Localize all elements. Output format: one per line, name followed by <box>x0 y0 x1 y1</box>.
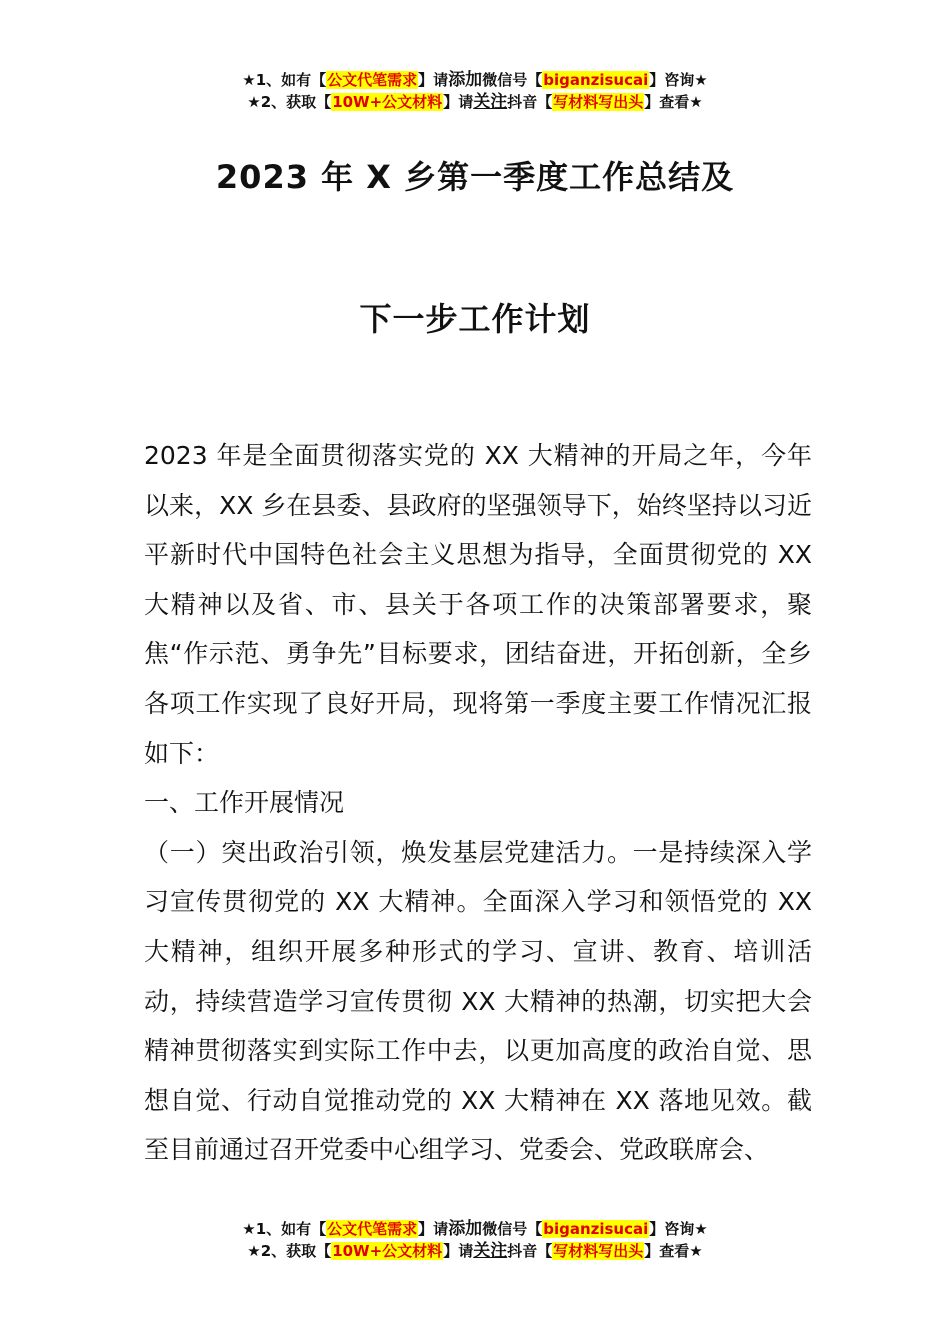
banner-text: 】请 <box>418 71 449 89</box>
banner-text: 抖音【 <box>507 93 553 111</box>
intro-paragraph: 2023 年是全面贯彻落实党的 XX 大精神的开局之年，今年以来，XX 乡在县委、县政府的坚强领导下，始终坚持以习近平新时代中国特色社会主义思想为指导，全面贯彻党的 XX 大精神以及省、市、县关于各项工作的决策部署要求，聚焦“作示范、勇争先”目标要求，团结奋进，开拓创新，全乡各项工作实现了良好开局，现将第一季度主要工作情况汇报如下： <box>144 441 812 768</box>
banner-line-1 <box>0 1218 950 1240</box>
document-title-line-1: 2023 年 X 乡第一季度工作总结及 <box>215 158 735 196</box>
banner-add-word: 添加 <box>448 70 483 90</box>
banner-text: 】查看★ <box>644 93 703 111</box>
banner-text: 】咨询★ <box>649 71 708 89</box>
banner-text: 】请 <box>443 1242 474 1260</box>
section-paragraph: （一）突出政治引领，焕发基层党建活力。一是持续深入学习宣传贯彻党的 XX 大精神。全面深入学习和领悟党的 XX 大精神，组织开展多种形式的学习、宣讲、教育、培训活动，持续营造学习宣传贯彻 XX 大精神的热潮，切实把大会精神贯彻落实到实际工作中去，以更加高度的政治自觉、思想自觉、行动自觉推动党的 XX 大精神在 XX 落地见效。截至目前通过召开党委中心组学习、党委会、党政联席会、 <box>144 837 812 1165</box>
banner-text: ★1、如有【 <box>242 1220 327 1238</box>
banner-add-word: 添加 <box>448 1219 483 1239</box>
banner-line-2 <box>0 1240 950 1262</box>
banner-text: 】请 <box>443 93 474 111</box>
document-body <box>144 431 812 1175</box>
highlight-wechat-id: biganzisucai <box>543 1220 649 1238</box>
banner-line-1 <box>0 69 950 91</box>
highlight-douyin: 写材料写出头 <box>553 1242 644 1260</box>
banner-text: ★2、获取【 <box>247 93 332 111</box>
banner-text: 抖音【 <box>507 1242 553 1260</box>
highlight-materials: 10W+公文材料 <box>332 93 443 111</box>
banner-text: ★1、如有【 <box>242 71 327 89</box>
highlight-ghostwriting: 公文代笔需求 <box>327 1220 418 1238</box>
banner-line-2 <box>0 91 950 113</box>
highlight-materials: 10W+公文材料 <box>332 1242 443 1260</box>
highlight-ghostwriting: 公文代笔需求 <box>327 71 418 89</box>
banner-text: ★2、获取【 <box>247 1242 332 1260</box>
bottom-banner <box>0 1218 950 1262</box>
banner-text: 微信号【 <box>482 71 543 89</box>
banner-text: 】咨询★ <box>649 1220 708 1238</box>
highlight-wechat-id: biganzisucai <box>543 71 649 89</box>
top-banner <box>0 69 950 113</box>
section-heading: 一、工作开展情况 <box>144 788 345 818</box>
banner-follow-word: 关注 <box>473 92 508 112</box>
highlight-douyin: 写材料写出头 <box>553 93 644 111</box>
banner-follow-word: 关注 <box>473 1241 508 1261</box>
banner-text: 】查看★ <box>644 1242 703 1260</box>
banner-text: 】请 <box>418 1220 449 1238</box>
document-title-line-2: 下一步工作计划 <box>359 300 591 338</box>
banner-text: 微信号【 <box>482 1220 543 1238</box>
